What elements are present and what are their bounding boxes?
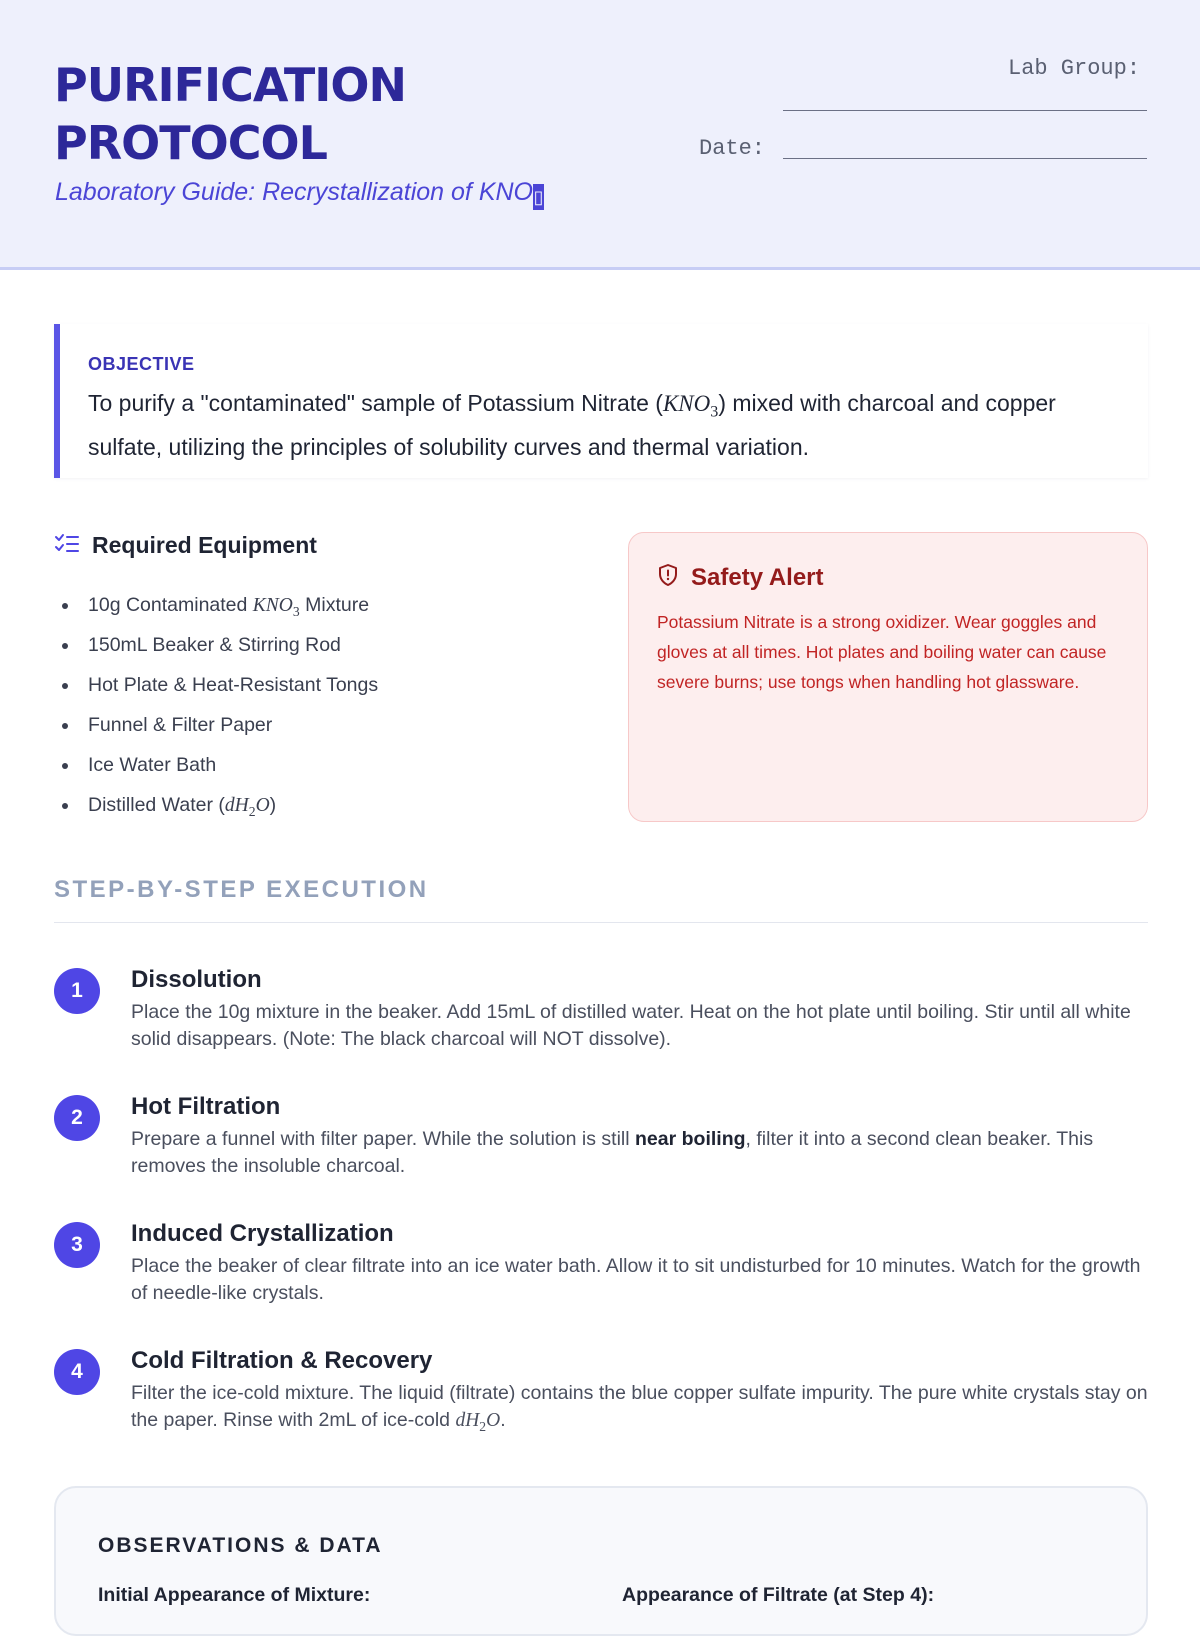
subtitle-missing-glyph: ▯ [533,184,544,210]
list-item [62,590,602,630]
step-description [131,1380,1151,1440]
list-item [62,790,602,830]
equipment-item-6-suffix: ) [269,794,277,816]
lab-group-field[interactable] [783,110,1147,111]
objective-text [88,386,1128,464]
observations-heading: OBSERVATIONS & DATA [98,1534,383,1557]
equipment-item-6-text: Distilled Water ( [88,794,225,816]
step-number-badge: 3 [54,1222,100,1268]
equipment-item-1-formula-base: KNO [252,595,293,616]
step-title: Hot Filtration [131,1093,281,1120]
checklist-icon [54,533,80,561]
title-line-2: PROTOCOL [54,116,327,170]
initial-appearance-label: Initial Appearance of Mixture: [98,1584,371,1606]
title-line-1: PURIFICATION [54,58,407,112]
page-header [0,0,1200,270]
steps-divider [54,922,1148,923]
step-description: Place the 10g mixture in the beaker. Add 15mL of distilled water. Heat on the hot plate until boiling. Stir until all white solid disappears. (Note: The black charcoal will NOT dissolve). [131,1001,1131,1050]
step-number-badge: 1 [54,968,100,1014]
equipment-item-1-formula [252,595,300,619]
step-title: Induced Crystallization [131,1220,394,1247]
equipment-item-1-suffix: Mixture [299,594,370,616]
list-item: Funnel & Filter Paper [62,710,602,750]
objective-text-start: To purify a "contaminated" sample of Potassium Nitrate ( [88,390,663,416]
step-4-formula-end: O [486,1410,501,1431]
objective-label: OBJECTIVE [88,354,195,374]
step-2-emphasis: near boiling [635,1128,746,1150]
steps-heading: STEP-BY-STEP EXECUTION [54,876,429,903]
list-item: Ice Water Bath [62,750,602,790]
step-2-text-end: , filter it into a second clean beaker. This removes the insoluble charcoal. [131,1128,1094,1177]
equipment-item-6-formula-subscript: 2 [248,803,256,819]
equipment-heading-text: Required Equipment [92,532,317,558]
step-number-badge: 2 [54,1095,100,1141]
step-4-text-end: . [500,1409,506,1431]
step-4-text-start: Filter the ice-cold mixture. The liquid (filtrate) contains the blue copper sulfate impurity. The pure white crystals stay on the paper. Rinse with 2mL of ice-cold [131,1382,1148,1431]
objective-formula-base: KNO [662,391,711,416]
filtrate-appearance-label: Appearance of Filtrate (at Step 4): [622,1584,935,1606]
objective-panel [54,324,1148,478]
safety-heading-text: Safety Alert [691,563,824,591]
step-2-text-start: Prepare a funnel with filter paper. While the solution is still [131,1128,636,1150]
page-subtitle [55,178,544,210]
subtitle-text: Laboratory Guide: Recrystallization of KNO [55,178,533,206]
observations-panel [54,1486,1148,1636]
objective-formula-subscript: 3 [710,403,719,421]
equipment-item-1-text: 10g Contaminated [88,594,253,616]
safety-text: Potassium Nitrate is a strong oxidizer. Wear goggles and gloves at all times. Hot plates and boiling water can cause severe burns; use tongs when handling hot glassware. [657,612,1107,692]
equipment-item-6-formula-base: dH [224,795,249,816]
equipment-heading [54,532,317,561]
page-title [54,56,574,172]
safety-alert-panel [628,532,1148,822]
step-number-badge: 4 [54,1349,100,1395]
step-title: Cold Filtration & Recovery [131,1347,433,1374]
equipment-item-6-formula-end: O [255,795,270,816]
equipment-item-6-formula [224,795,270,819]
equipment-list [62,590,602,830]
shield-alert-icon [657,563,679,594]
step-description: Place the beaker of clear filtrate into an ice water bath. Allow it to sit undisturbed for 10 minutes. Watch for the growth of needle-like crystals. [131,1255,1141,1304]
list-item: 150mL Beaker & Stirring Rod [62,630,602,670]
step-4-formula-subscript: 2 [479,1418,487,1434]
step-title: Dissolution [131,966,262,993]
list-item: Hot Plate & Heat-Resistant Tongs [62,670,602,710]
date-label: Date: [699,136,766,161]
objective-formula [662,391,719,421]
lab-group-label: Lab Group: [1008,56,1141,81]
objective-text-end: ) mixed with charcoal and copper sulfate, utilizing the principles of solubility curves and thermal variation. [88,390,1056,460]
safety-heading [657,563,824,594]
step-description [131,1126,1151,1180]
step-4-formula [455,1410,501,1434]
step-4-formula-base: dH [455,1410,480,1431]
equipment-item-1-formula-subscript: 3 [292,603,300,619]
date-field[interactable] [783,158,1147,159]
